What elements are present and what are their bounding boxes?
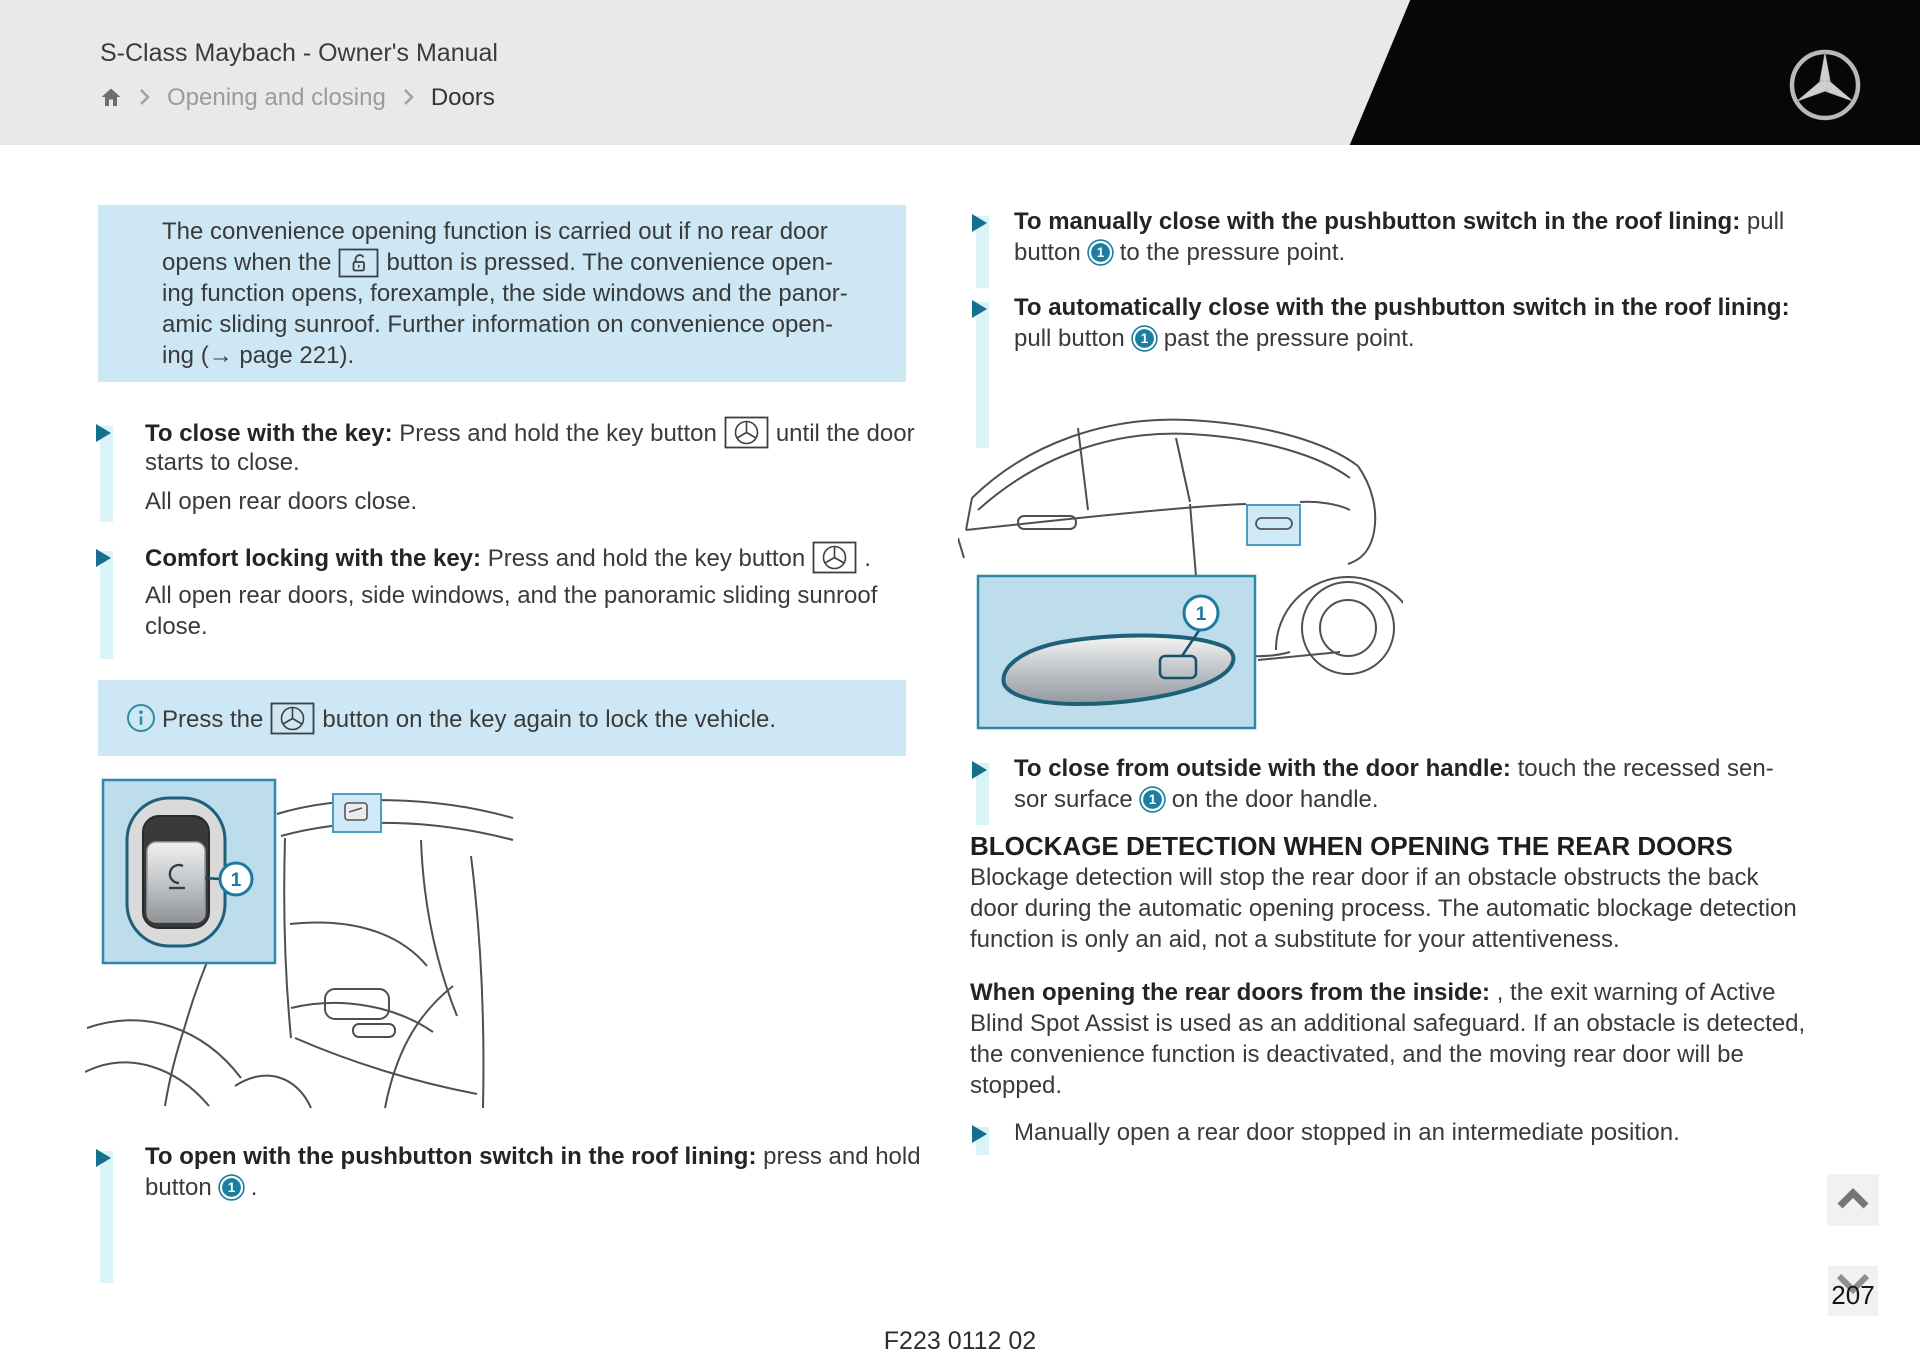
breadcrumb — [100, 82, 495, 112]
paragraph-blockage-detection: Blockage detection will stop the rear door if an obstacle obstructs the back door during the automatic opening process. The automatic blockage detection function is only an aid, not a substitute for your attentiveness. — [970, 864, 1797, 953]
list-bullet-arrow-icon — [96, 424, 111, 442]
breadcrumb-current-page: Doors — [430, 83, 495, 111]
list-bullet-arrow-icon — [972, 1125, 987, 1143]
info-note-lock-again: Press the button on the key again to lock the vehicle. — [98, 680, 906, 756]
key-star-button-icon — [270, 702, 315, 735]
header-black-wedge — [0, 0, 1920, 145]
pushbutton-inset-panel — [103, 780, 275, 963]
home-icon[interactable] — [100, 87, 122, 108]
section-heading-blockage-detection: BLOCKAGE DETECTION WHEN OPENING THE REAR DOORS — [970, 831, 1733, 861]
list-item-automatically-close: To automatically close with the pushbutton switch in the roof lining: pull button 1 past the pressure point. — [972, 292, 1790, 354]
list-item-close-with-key: To close with the key: Press and hold the key button until the door starts to close. All open rear doors close. — [96, 416, 915, 517]
list-item-manually-close: To manually close with the pushbutton switch in the roof lining: pull button 1 to the pressure point. — [972, 206, 1784, 268]
callout-1-badge: 1 — [1195, 604, 1207, 625]
svg-text:1: 1 — [1140, 331, 1149, 347]
item-lead: To open with the pushbutton switch in the roof lining: — [145, 1143, 757, 1170]
list-bullet-arrow-icon — [96, 1149, 111, 1167]
key-star-button-icon — [724, 416, 769, 449]
list-bullet-arrow-icon — [972, 300, 987, 318]
svg-text:1: 1 — [1148, 792, 1156, 808]
scroll-to-top-button[interactable] — [1827, 1174, 1879, 1226]
item-lead: Comfort locking with the key: — [145, 545, 482, 572]
roof-switch-highlight-box — [333, 794, 381, 832]
item-lead: To close from outside with the door handle: — [1014, 755, 1511, 782]
item-lead: To manually close with the pushbutton switch in the roof lining: — [1014, 208, 1741, 235]
paragraph-opening-from-inside: When opening the rear doors from the inside: , the exit warning of Active Blind Spot Assist is used as an additional safeguard. If an obstacle is detected, the convenience function is deactivated, and the moving rear door will be stopped. — [970, 979, 1806, 1099]
mercedes-logo-icon — [1787, 47, 1863, 123]
unlock-button-icon — [338, 248, 379, 278]
breadcrumb-chevron-icon — [139, 88, 150, 106]
item-lead: To automatically close with the pushbutton switch in the roof lining: — [1014, 294, 1790, 321]
list-bullet-arrow-icon — [972, 214, 987, 232]
notice-line: ing function opens, forexample, the side windows and the panor- — [162, 280, 848, 307]
notice-line: The convenience opening function is carried out if no rear door — [162, 218, 828, 245]
callout-1-icon — [1087, 239, 1114, 266]
info-icon — [126, 703, 156, 733]
callout-1-icon — [1139, 786, 1166, 813]
list-bullet-arrow-icon — [96, 549, 111, 567]
notice-line: opens when the button is pressed. The convenience open- — [162, 249, 833, 276]
page-number: 207 — [1831, 1280, 1875, 1310]
list-item-stripe — [100, 1151, 113, 1283]
notice-convenience-opening — [98, 205, 906, 382]
document-code: F223 0112 02 — [883, 1327, 1037, 1355]
figure-rear-door-handle — [958, 398, 1403, 746]
chevron-up-icon — [1827, 1174, 1879, 1226]
door-handle-highlight-box — [1247, 505, 1300, 545]
item-lead: To close with the key: — [145, 420, 393, 447]
notice-line: ing (→ page 221). — [162, 342, 355, 369]
callout-1-badge: 1 — [230, 870, 242, 891]
breadcrumb-section[interactable]: Opening and closing — [167, 83, 386, 111]
list-item-close-from-outside: To close from outside with the door handle: touch the recessed sen- sor surface 1 on the door handle. — [972, 753, 1774, 815]
door-handle-inset-panel — [978, 576, 1255, 728]
list-item-open-with-switch: To open with the pushbutton switch in the roof lining: press and hold button 1 . — [96, 1141, 921, 1203]
breadcrumb-chevron-icon — [403, 88, 414, 106]
notice-line: amic sliding sunroof. Further information on convenience open- — [162, 311, 834, 338]
page-title: S-Class Maybach - Owner's Manual — [100, 39, 498, 67]
paragraph-lead: When opening the rear doors from the inside: — [970, 979, 1491, 1006]
list-item-stripe — [100, 551, 113, 659]
list-item-manually-open: Manually open a rear door stopped in an intermediate position. — [972, 1117, 1680, 1148]
header — [0, 0, 1920, 145]
key-star-button-icon — [812, 541, 857, 574]
list-item-comfort-locking: Comfort locking with the key: Press and hold the key button . All open rear doors, side windows, and the panoramic sliding sunroof close. — [96, 541, 877, 642]
page-number-badge[interactable] — [1828, 1266, 1878, 1316]
callout-1-icon — [218, 1174, 245, 1201]
figure-rear-cabin-pushbutton — [85, 776, 515, 1110]
svg-text:1: 1 — [1096, 245, 1104, 261]
list-bullet-arrow-icon — [972, 761, 987, 779]
callout-1-icon — [1131, 325, 1158, 352]
svg-text:1: 1 — [227, 1180, 235, 1196]
